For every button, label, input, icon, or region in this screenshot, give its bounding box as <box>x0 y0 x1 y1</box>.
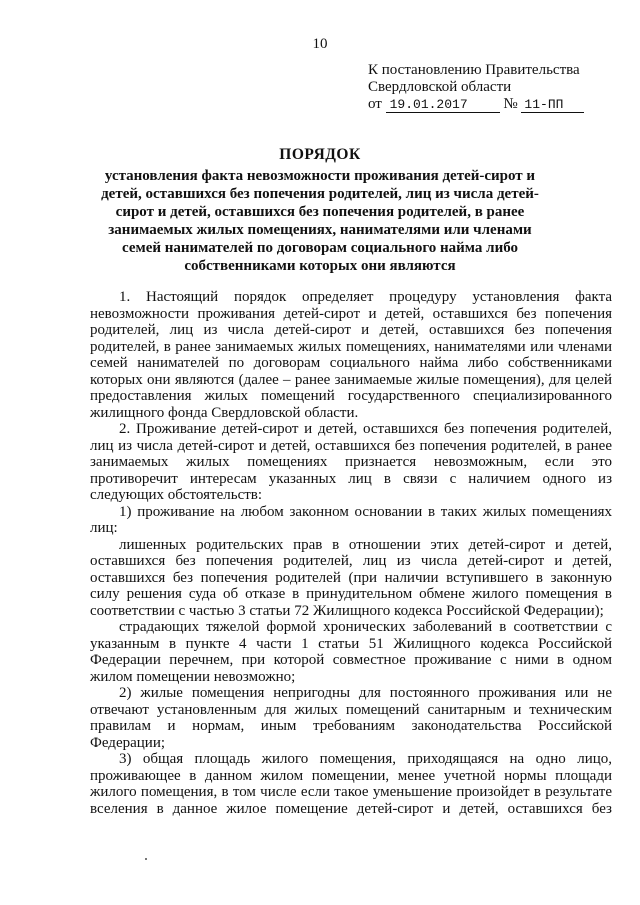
page-number: 10 <box>312 36 328 52</box>
date-prefix: от <box>368 96 382 112</box>
scan-speck <box>145 858 147 860</box>
paragraph-2-item-1: 1) проживание на любом законном основании в таких жилых помещениях лиц: <box>90 503 612 536</box>
approval-date-number-line <box>368 96 618 113</box>
date-value: 19.01.2017 <box>386 98 500 113</box>
number-prefix: № <box>503 96 518 112</box>
document-title: ПОРЯДОК <box>279 146 361 163</box>
paragraph-2-item-1-sub-b: страдающих тяжелой формой хронических заболеваний в соответствии с указанным в пункте 4 части 1 статьи 51 Жилищного кодекса Российской Федерации перечнем, при которой совместное проживание с ними в одном жилом помещении невозможно; <box>90 619 612 685</box>
paragraph-1: 1. Настоящий порядок определяет процедуру установления факта невозможности проживания детей-сирот и детей, оставшихся без попечения родителей, лиц из числа детей-сирот и детей, оставшихся без попечения родителей, в ранее занимаемых жилых помещениях, нанимателями или членами семей нанимателей по договорам социального найма либо собственниками которых они являются (далее – ранее занимаемые жилые помещения), для целей предоставления жилых помещений государственного специализированного жилищного фонда Свердловской области. <box>90 289 612 421</box>
paragraph-2: 2. Проживание детей-сирот и детей, оставшихся без попечения родителей, лиц из числа детей-сирот и детей, оставшихся без попечения родителей, в ранее занимаемых жилых помещениях признается невозможным, если это противоречит интересам указанных лиц в связи с наличием одного из следующих обстоятельств: <box>90 421 612 503</box>
number-value: 11-ПП <box>521 98 584 113</box>
approval-line-1: К постановлению Правительства <box>368 62 580 78</box>
paragraph-2-item-2: 2) жилые помещения непригодны для постоянного проживания или не отвечают установленным для жилых помещений санитарным и техническим правилам и нормам, иным требованиям законодательства Российской Федерации; <box>90 685 612 751</box>
paragraph-2-item-1-sub-a: лишенных родительских прав в отношении этих детей-сирот и детей, оставшихся без попечения родителей, лиц из числа детей-сирот и детей, оставшихся без попечения родителей (при наличии вступившего в законную силу решения суда об отказе в принудительном обмене жилого помещения в соответствии с частью 3 статьи 72 Жилищного кодекса Российской Федерации); <box>90 536 612 619</box>
approval-block <box>368 62 618 113</box>
approval-line-2: Свердловской области <box>368 79 512 95</box>
document-body <box>90 289 612 817</box>
paragraph-2-item-3: 3) общая площадь жилого помещения, приходящаяся на одно лицо, проживающее в данном жилом помещении, менее учетной нормы площади жилого помещения, в том числе если такое уменьшение произойдет в результате вселения в данное жилое помещение детей-сирот и детей, оставшихся без <box>90 751 612 817</box>
document-subtitle: установления факта невозможности проживания детей-сирот и детей, оставшихся без попечения родителей, лиц из числа детей-сирот и детей, оставшихся без попечения родителей, в ранее занимаемых жилых помещениях, нанимателями или членами семей нанимателей по договорам социального найма либо собственниками которых они являются <box>101 168 539 274</box>
